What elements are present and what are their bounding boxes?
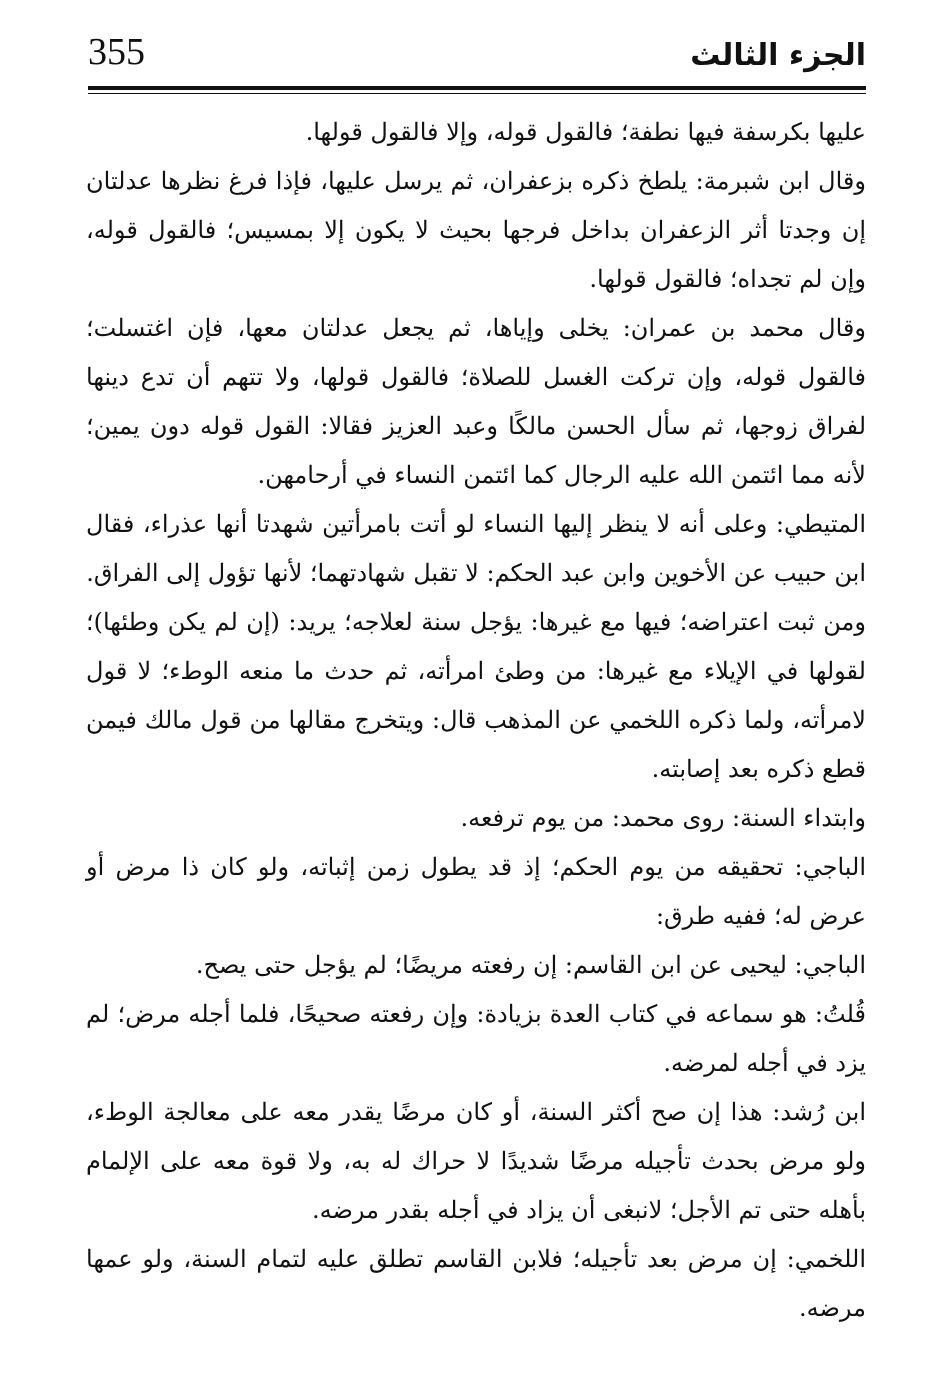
- paragraph: وقال محمد بن عمران: يخلى وإياها، ثم يجعل عدلتان معها، فإن اغتسلت؛ فالقول قوله، وإن تركت الغسل للصلاة؛ فالقول قولها، ولا تتهم أن تدع دينها لفراق زوجها، ثم سأل الحسن مالكًا وعبد العزيز فقالا: القول قوله دون يمين؛ لأنه مما ائتمن الله عليه الرجال كما ائتمن النساء في أرحامهن.: [86, 314, 866, 489]
- paragraph: عليها بكرسفة فيها نطفة؛ فالقول قوله، وإلا فالقول قولها.: [305, 118, 866, 146]
- running-head: الجزء الثالث: [690, 38, 866, 73]
- paragraph: الباجي: تحقيقه من يوم الحكم؛ إذ قد يطول زمن إثباته، ولو كان ذا مرض أو عرض له؛ ففيه طرق:: [86, 853, 866, 930]
- paragraph: وقال ابن شبرمة: يلطخ ذكره بزعفران، ثم يرسل عليها، فإذا فرغ نظرها عدلتان إن وجدتا أثر الزعفران بداخل فرجها بحيث لا يكون إلا بمسيس؛ فالقول قوله، وإن لم تجداه؛ فالقول قولها.: [86, 167, 866, 293]
- page-number: 355: [88, 31, 145, 73]
- header-rule-thick: [88, 86, 866, 90]
- paragraph: اللخمي: إن مرض بعد تأجيله؛ فلابن القاسم تطلق عليه لتمام السنة، ولو عمها مرضه.: [86, 1245, 866, 1322]
- paragraph: قُلتُ: هو سماعه في كتاب العدة بزيادة: وإن رفعته صحيحًا، فلما أجله مرض؛ لم يزد في أجله لمرضه.: [86, 1000, 866, 1077]
- paragraph: وابتداء السنة: روى محمد: من يوم ترفعه.: [460, 804, 866, 832]
- paragraph: المتيطي: وعلى أنه لا ينظر إليها النساء لو أتت بامرأتين شهدتا أنها عذراء، فقال ابن حبيب عن الأخوين وابن عبد الحكم: لا تقبل شهادتهما؛ لأنها تؤول إلى الفراق.: [86, 510, 866, 587]
- paragraph: الباجي: ليحيى عن ابن القاسم: إن رفعته مريضًا؛ لم يؤجل حتى يصح.: [195, 951, 866, 979]
- page-header: [88, 30, 866, 88]
- paragraph: ومن ثبت اعتراضه؛ فيها مع غيرها: يؤجل سنة لعلاجه؛ يريد: (إن لم يكن وطئها)؛ لقولها في الإيلاء مع غيرها: من وطئ امرأته، ثم حدث ما منعه الوطء؛ لا قول لامرأته، ولما ذكره اللخمي عن المذهب قال: ويتخرج مقالها من قول مالك فيمن قطع ذكره بعد إصابته.: [86, 608, 866, 783]
- body-text: [86, 108, 866, 1333]
- header-rule-thin: [88, 93, 866, 94]
- paragraph: ابن رُشد: هذا إن صح أكثر السنة، أو كان مرضًا يقدر معه على معالجة الوطء، ولو مرض بحدث تأجيله مرضًا شديدًا لا حراك له به، ولا قوة معه على الإلمام بأهله حتى تم الأجل؛ لانبغى أن يزاد في أجله بقدر مرضه.: [86, 1098, 866, 1224]
